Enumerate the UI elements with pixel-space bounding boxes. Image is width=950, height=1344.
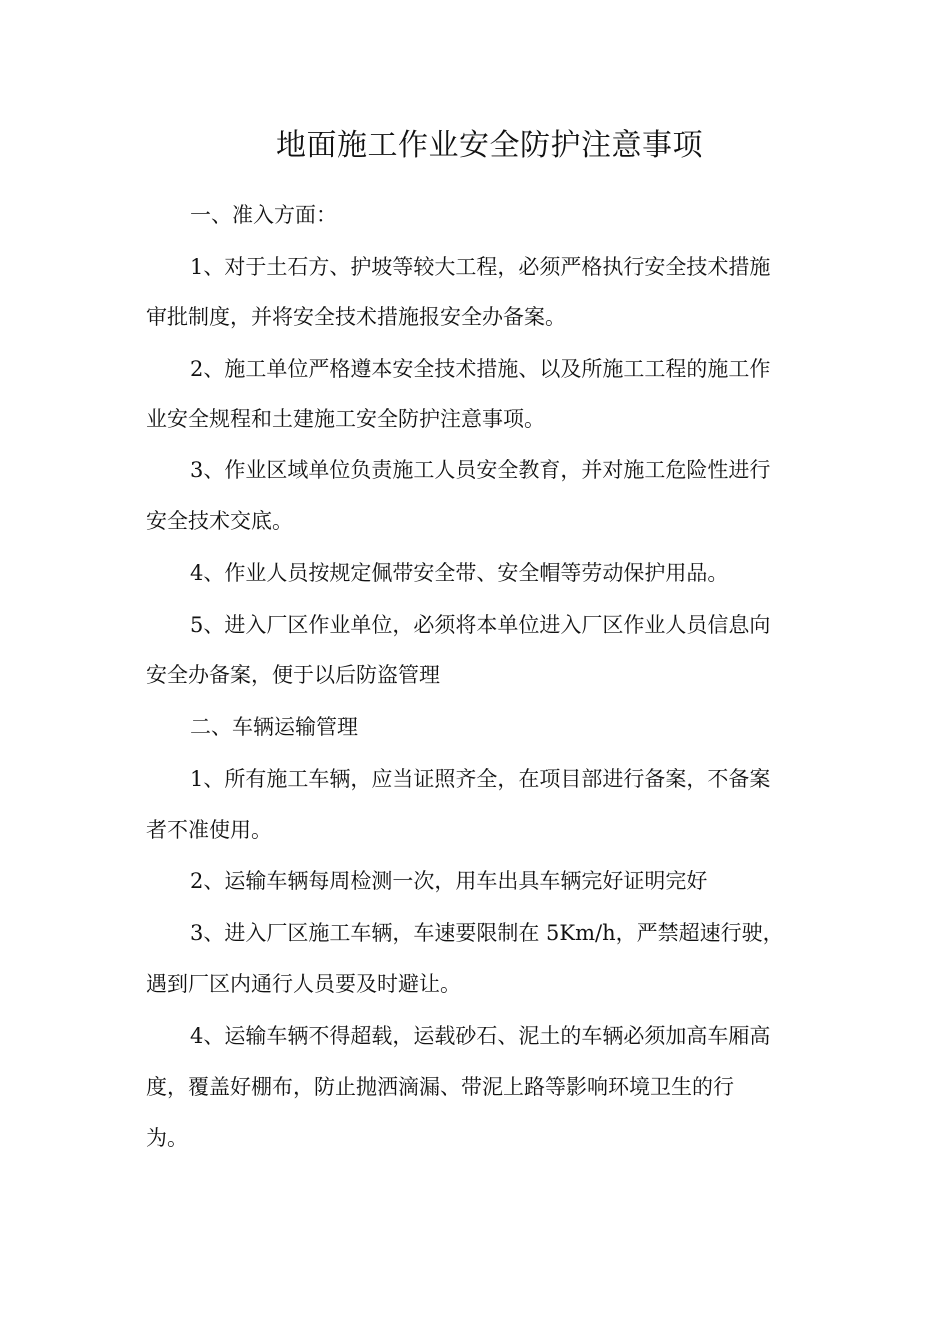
paragraph-line: 遇到厂区内通行人员要及时避让。 (146, 972, 461, 996)
paragraph-line: 审批制度，并将安全技术措施报安全办备案。 (146, 305, 566, 329)
paragraph-line: 3、作业区域单位负责施工人员安全教育，并对施工危险性进行 (190, 458, 771, 482)
document-title: 地面施工作业安全防护注意事项 (276, 128, 703, 163)
paragraph-line: 5、进入厂区作业单位，必须将本单位进入厂区作业人员信息向 (190, 613, 771, 637)
paragraph-line: 安全技术交底。 (146, 509, 293, 533)
paragraph-line: 1、所有施工车辆，应当证照齐全，在项目部进行备案，不备案 (190, 767, 771, 791)
paragraph-line: 4、作业人员按规定佩带安全带、安全帽等劳动保护用品。 (190, 561, 729, 585)
paragraph-line: 4、运输车辆不得超载，运载砂石、泥土的车辆必须加高车厢高 (190, 1024, 771, 1048)
paragraph-line: 2、运输车辆每周检测一次，用车出具车辆完好证明完好 (190, 869, 708, 893)
paragraph-line: 度，覆盖好棚布，防止抛洒滴漏、带泥上路等影响环境卫生的行 (146, 1075, 734, 1099)
paragraph-line: 1、对于土石方、护坡等较大工程，必须严格执行安全技术措施 (190, 255, 771, 279)
paragraph-line: 3、进入厂区施工车辆，车速要限制在 5Km/h，严禁超速行驶， (190, 921, 784, 945)
paragraph-line: 业安全规程和土建施工安全防护注意事项。 (146, 407, 545, 431)
paragraph-line: 为。 (146, 1126, 188, 1150)
section-heading-vehicles: 二、车辆运输管理 (190, 715, 358, 739)
paragraph-line: 2、施工单位严格遵本安全技术措施、以及所施工工程的施工作 (190, 357, 771, 381)
section-heading-access: 一、准入方面： (190, 203, 337, 227)
paragraph-line: 安全办备案，便于以后防盗管理 (146, 663, 440, 687)
paragraph-line: 者不准使用。 (146, 818, 272, 842)
